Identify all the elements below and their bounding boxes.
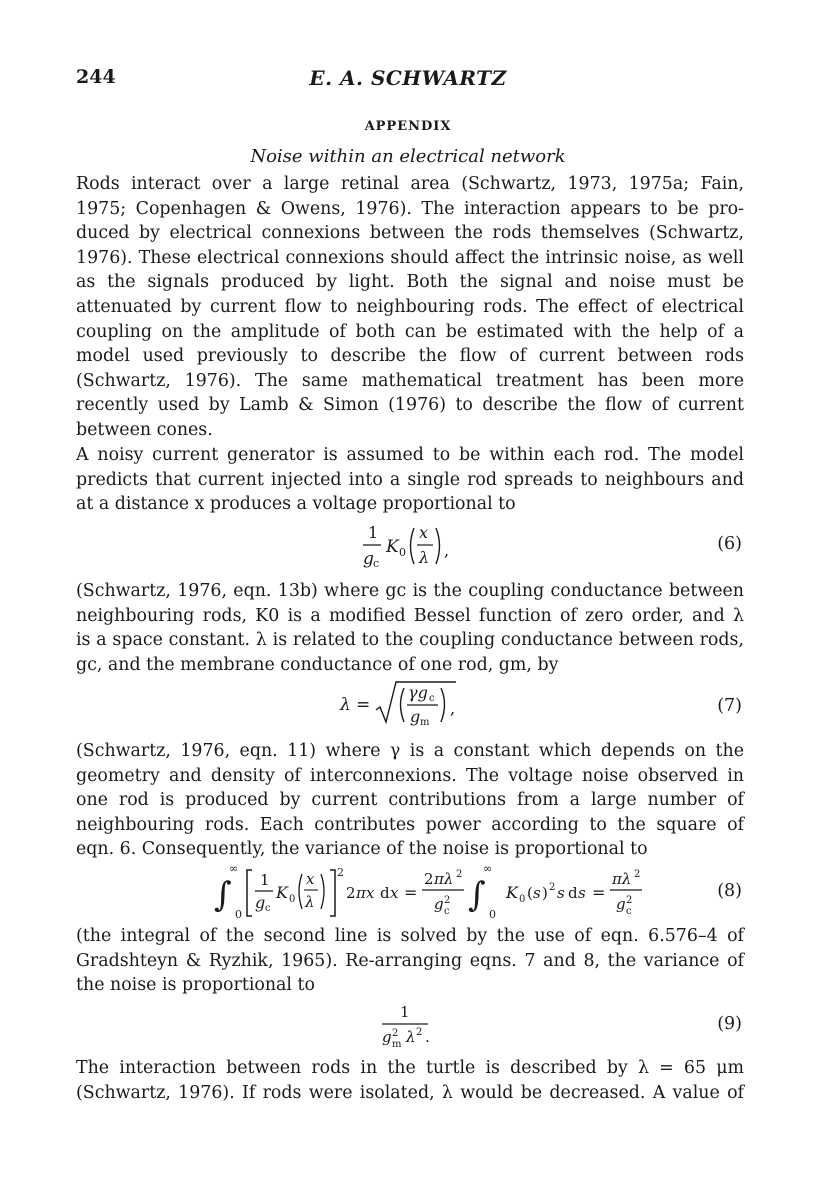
svg-text:γg: γg [408, 683, 428, 702]
equation-9 [0, 997, 816, 1057]
svg-text:K: K [276, 883, 288, 902]
paragraph-5 [76, 924, 744, 998]
text-line: coupling on the amplitude of both can be estimated with the help of a [76, 321, 744, 342]
text-line: neighbouring rods, K0 is a modified Bessel function of zero order, and λ [76, 605, 744, 626]
svg-text:2: 2 [444, 895, 451, 906]
text-line: recently used by Lamb & Simon (1976) to describe the flow of current [76, 395, 744, 416]
svg-text:2: 2 [456, 869, 463, 880]
equation-8 [0, 860, 816, 920]
svg-text:λ: λ [419, 548, 430, 567]
svg-text:2: 2 [337, 866, 344, 879]
svg-text:,: , [450, 699, 456, 718]
text-line: (Schwartz, 1976, eqn. 13b) where gc is the coupling conductance between [76, 581, 744, 601]
equation-7-formula [340, 676, 500, 746]
paragraph-3 [76, 579, 744, 677]
text-line: duced by electrical connexions between the rods themselves (Schwartz, [76, 223, 744, 244]
text-line: (Schwartz, 1976). If rods were isolated, λ would be decreased. A value of [76, 1082, 744, 1103]
text-line: (Schwartz, 1976). The same mathematical treatment has been more [76, 370, 744, 391]
svg-text:=: = [592, 883, 606, 902]
running-head: E. A. SCHWARTZ [309, 66, 507, 90]
svg-text:∞: ∞ [483, 862, 493, 875]
text-line: model used previously to describe the flow of current between rods [76, 346, 744, 367]
svg-text:K: K [386, 537, 399, 557]
svg-text:λ: λ [305, 893, 315, 911]
svg-text:m: m [392, 1039, 402, 1050]
svg-text:g: g [410, 707, 421, 726]
equation-number: (7) [717, 696, 742, 716]
svg-text:g: g [255, 893, 266, 912]
svg-text:K: K [506, 883, 518, 902]
svg-text:g: g [363, 549, 374, 569]
equation-number: (6) [717, 534, 742, 554]
svg-text:s: s [578, 884, 586, 902]
text-line: Rods interact over a large retinal area (Schwartz, 1973, 1975a; Fain, [76, 174, 744, 194]
svg-text:πλ: πλ [612, 870, 632, 888]
svg-text:0: 0 [519, 894, 526, 905]
svg-text:.: . [425, 1028, 430, 1046]
svg-text:0: 0 [399, 546, 406, 559]
svg-text:,: , [444, 541, 450, 560]
equation-8-formula [214, 860, 694, 930]
svg-text:2: 2 [549, 882, 556, 893]
svg-text:=: = [404, 883, 418, 902]
equation-number: (9) [717, 1014, 742, 1034]
svg-text:x: x [419, 523, 429, 542]
svg-text:c: c [429, 693, 435, 704]
text-line: between cones. [76, 419, 213, 440]
svg-text:∞: ∞ [229, 862, 239, 875]
text-line: neighbouring rods. Each contributes power according to the square of [76, 814, 744, 835]
text-line: eqn. 6. Consequently, the variance of the noise is proportional to [76, 839, 648, 860]
svg-text:λ: λ [340, 695, 351, 715]
svg-text:πλ: πλ [434, 870, 454, 888]
svg-text:λ: λ [406, 1028, 416, 1046]
text-line: geometry and density of interconnexions. The voltage noise observed in [76, 765, 744, 786]
text-line: (the integral of the second line is solved by the use of eqn. 6.576–4 of [76, 926, 744, 946]
page-header [0, 66, 816, 96]
svg-text:s: s [557, 884, 565, 902]
text-line: attenuated by current flow to neighbouring rods. The effect of electrical [76, 296, 744, 317]
section-title: APPENDIX [364, 119, 452, 134]
svg-text:d: d [568, 884, 578, 902]
svg-text:s: s [533, 884, 541, 902]
text-line: (Schwartz, 1976, eqn. 11) where γ is a constant which depends on the [76, 741, 744, 761]
text-line: predicts that current injected into a single rod spreads to neighbours and [76, 469, 744, 490]
svg-text:∫: ∫ [468, 875, 486, 915]
svg-text:c: c [626, 906, 632, 917]
svg-text:c: c [444, 906, 450, 917]
text-line: one rod is produced by current contributions from a large number of [76, 790, 744, 811]
svg-text:x: x [390, 884, 399, 902]
svg-text:2: 2 [626, 895, 633, 906]
svg-text:c: c [373, 557, 380, 570]
svg-text:g: g [434, 895, 444, 913]
svg-text:g: g [382, 1028, 392, 1046]
equation-number: (8) [717, 881, 742, 901]
svg-text:0: 0 [235, 908, 242, 921]
svg-text:(: ( [527, 884, 533, 902]
svg-text:g: g [616, 895, 626, 913]
svg-text:2: 2 [416, 1027, 423, 1038]
equation-9-formula [378, 997, 478, 1061]
text-line: at a distance x produces a voltage proportional to [76, 494, 516, 515]
svg-text:1: 1 [260, 871, 270, 889]
text-line: The interaction between rods in the turtle is described by λ = 65 μm [76, 1058, 744, 1078]
svg-text:1: 1 [368, 523, 379, 542]
text-line: as the signals produced by light. Both the signal and noise must be [76, 272, 744, 293]
page-number: 244 [76, 66, 116, 88]
svg-text:0: 0 [489, 908, 496, 921]
paragraph-4 [76, 739, 744, 862]
section-subtitle: Noise within an electrical network [250, 146, 566, 167]
text-line: gc, and the membrane conductance of one rod, gm, by [76, 654, 559, 675]
svg-text:2: 2 [634, 869, 641, 880]
svg-text:d: d [380, 884, 390, 902]
svg-text:∫: ∫ [214, 875, 232, 915]
svg-text:2: 2 [392, 1028, 399, 1039]
text-line: A noisy current generator is assumed to be within each rod. The model [76, 445, 744, 465]
text-line: is a space constant. λ is related to the coupling conductance between rods, [76, 630, 744, 651]
equation-6-formula [360, 514, 500, 584]
svg-text:): ) [542, 884, 548, 902]
svg-text:2: 2 [346, 884, 356, 902]
text-line: the noise is proportional to [76, 975, 315, 996]
svg-text:x: x [306, 870, 315, 888]
svg-text:0: 0 [289, 894, 296, 905]
svg-text:m: m [420, 717, 430, 728]
svg-text:c: c [265, 903, 271, 914]
svg-text:2: 2 [424, 870, 434, 888]
equation-7 [0, 676, 816, 736]
text-line: 1975; Copenhagen & Owens, 1976). The interaction appears to be pro- [76, 198, 744, 219]
svg-text:πx: πx [356, 884, 375, 902]
svg-text:=: = [356, 695, 371, 715]
paragraph-6 [76, 1056, 744, 1105]
svg-text:1: 1 [400, 1003, 410, 1021]
text-line: 1976). These electrical connexions should affect the intrinsic noise, as well [76, 247, 744, 268]
equation-6 [0, 514, 816, 574]
text-line: Gradshteyn & Ryzhik, 1965). Re-arranging eqns. 7 and 8, the variance of [76, 950, 744, 971]
paragraph-1 [76, 172, 744, 443]
paragraph-2 [76, 443, 744, 517]
